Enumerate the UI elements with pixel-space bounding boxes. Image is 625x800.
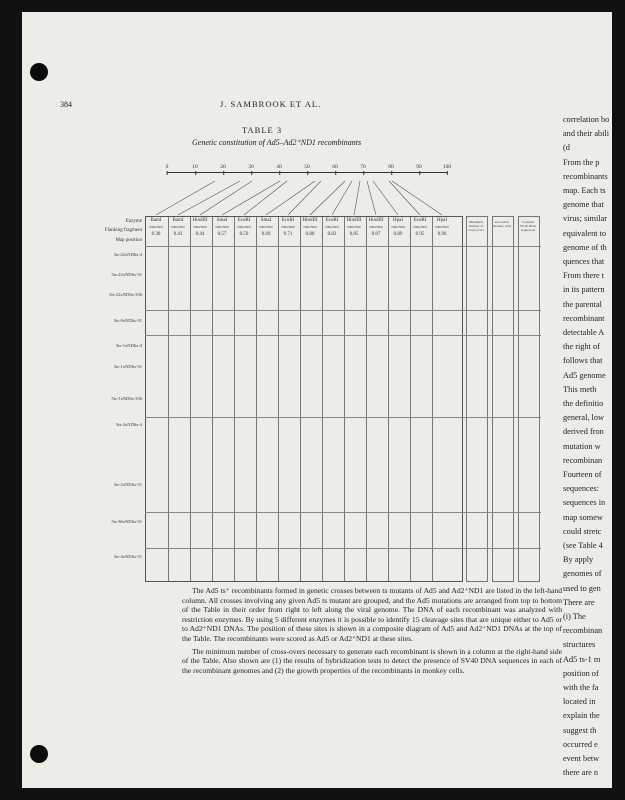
adjacent-text-line: could stretc [563, 526, 602, 536]
sv40-header: Contains SV40 DNA sequences [519, 220, 537, 232]
adjacent-text-line: located in [563, 697, 596, 707]
column-header: HindIII NDI/NDI 0.87 [368, 218, 384, 237]
row-header-fragment: Flanking fragment [104, 228, 142, 233]
caption-paragraph-2: The minimum number of cross-overs necessary to generate each recombinant is shown in a column at the right-hand side of the Table. Also shown are (1) the results of hybridization tests to detect the presence of SV40 DNA sequences in each of the recombinant genomes and (2) the growth properties of the recombinants in monkey cells. [182, 646, 562, 675]
row-label: 5ts-2xNDIts-51 [113, 482, 142, 487]
adjacent-text-line: in its pattern [563, 285, 605, 295]
adjacent-text-line: sequences: [563, 484, 599, 494]
adjacent-text-line: event betw [563, 754, 600, 763]
adjacent-text-line: general, low [563, 413, 605, 423]
row-header-map-position: Map position [115, 238, 142, 243]
adjacent-text-line: correlation bo [563, 115, 610, 124]
column-header: EcoRI NDI/NDI 0.59 [237, 218, 251, 237]
adjacent-text-line: recombinan [563, 626, 603, 636]
row-label: 5ts-1xNDIts-356 [111, 396, 142, 401]
row-label: 5ts-1xNDIts-4 [116, 343, 142, 348]
adjacent-text-line: Fourteen of [563, 470, 602, 479]
adjacent-text-line: the definitio [563, 399, 604, 408]
scale-tick: 80 [388, 164, 394, 170]
adjacent-text-line: map somew [563, 512, 603, 522]
adjacent-text-line: virus; similar [563, 214, 608, 224]
adjacent-text-line: There are [563, 597, 595, 607]
group-divider [145, 512, 541, 513]
adjacent-text-line: recombinan [563, 455, 603, 465]
adjacent-text-line: with the fa [563, 683, 599, 692]
adjacent-text-line: derived fron [563, 427, 604, 437]
adjacent-text-line: Ad5 ts-1 m [563, 654, 601, 664]
scale-tick: 70 [360, 164, 366, 170]
adjacent-text-line: there are n [563, 768, 599, 778]
adjacent-text-line: genome that [563, 200, 604, 210]
adjacent-text-line: (i) The [563, 612, 586, 621]
caption-paragraph-1: The Ad5 ts⁺ recombinants formed in genetic crosses between ts mutants of Ad5 and Ad2⁺ND1 are listed in the left-hand column. All crosses involving any given Ad5 ts mutant are grouped, and the Ad5 mutations are arranged from top to bottom of the Table in their order from right to left along the viral genome. The DNA of each recombinant was analyzed with restriction enzymes. By using 5 different enzymes it is possible to identify 15 cleavage sites that are unique either to Ad5 or to Ad2⁺ND1 DNAs. The position of these sites is shown in a composite diagram of Ad5 and Ad2⁺ND1 DNAs at the top of the Table. The recombinants were scored as Ad5 or Ad2⁺ND1 at these sites. [182, 586, 562, 643]
row-label: 5ts-1xNDIts-51 [113, 364, 142, 369]
adjacent-text-line: follows that [563, 356, 603, 366]
scale-tick: 40 [276, 164, 282, 170]
adjacent-text-line: quences that [563, 257, 605, 266]
adjacent-text-line: Ad5 genome [563, 370, 606, 380]
adjacent-text-line: equivalent to [563, 228, 607, 238]
adjacent-text-line: recombinant [563, 313, 605, 323]
row-header-enzyme: Enzyme [125, 219, 142, 224]
column-header: EcoRI NDI/NDI 0.95 [413, 218, 427, 237]
group-divider [145, 335, 541, 336]
map-connector-lines [145, 180, 465, 216]
column-header: HindIII NDI/NDI 0.44 [192, 218, 208, 237]
adjacent-text-line: genomes of [563, 569, 602, 579]
row-label: 5ts-2xNDIts-4 [116, 422, 142, 427]
adjacent-text-line: the parental [563, 299, 602, 309]
adjacent-text-line: By apply [563, 555, 594, 565]
scale-tick: 60 [332, 164, 338, 170]
adjacent-text-line: (see Table 4 [563, 541, 603, 550]
crossover-column [466, 216, 488, 582]
scale-tick: 0 [165, 164, 169, 170]
adjacent-text-line: (d [563, 143, 570, 153]
adjacent-text-line: the right of [563, 342, 600, 352]
row-label: 5ts-22xNDIts-51 [111, 272, 142, 277]
growth-header: Growth in monkey cells [492, 220, 512, 228]
row-label: 5ts-36xNDIts-51 [111, 519, 142, 524]
table-subtitle: Genetic constitution of Ad5–Ad2⁺ND1 recombinants [192, 138, 362, 147]
adjacent-text-line: mutation w [563, 441, 601, 451]
adjacent-text-line: used to gen [563, 583, 601, 593]
row-label: 5ts-9xNDIts-51 [113, 318, 142, 323]
row-label: 5ts-4xNDIts-51 [113, 554, 142, 559]
column-header: HpaI NDI/NDI 0.89 [391, 218, 405, 237]
column-header: HpaI NDI/NDI 0.96 [435, 218, 449, 237]
adjacent-text-line: sequences in [563, 498, 606, 508]
adjacent-text-line: suggest th [563, 725, 597, 735]
adjacent-text-line: occurred e [563, 739, 598, 749]
punch-hole [30, 745, 48, 763]
column-header: BamI NDI/NDI 0.30 [149, 218, 163, 237]
column-header: SmaI NDI/NDI 0.57 [215, 218, 229, 237]
column-header: BamI NDI/NDI 0.43 [171, 218, 185, 237]
running-head: J. SAMBROOK ET AL. [220, 99, 322, 109]
group-divider [145, 548, 541, 549]
adjacent-text-line: From the p [563, 157, 600, 167]
adjacent-text-line: From there t [563, 271, 605, 281]
scale-tick: 50 [304, 164, 310, 170]
column-header: HindIII NDI/NDI 0.85 [346, 218, 362, 237]
document-page [22, 12, 612, 788]
scale-tick: 90 [416, 164, 422, 170]
scale-tick: 100 [442, 164, 452, 170]
table-caption [182, 586, 562, 678]
recombinant-table [145, 216, 463, 582]
adjacent-text-line: detectable A [563, 328, 605, 337]
group-divider [145, 310, 541, 311]
scale-tick: 20 [220, 164, 226, 170]
scale-tick: 10 [192, 164, 198, 170]
page-number: 384 [60, 100, 72, 109]
punch-hole [30, 63, 48, 81]
header-divider [145, 246, 541, 247]
group-divider [145, 417, 541, 418]
adjacent-text-line: position of [563, 668, 599, 678]
column-header: EcoRI NDI/NDI 0.71 [281, 218, 295, 237]
adjacent-text-line: This meth [563, 384, 597, 394]
sv40-column [518, 216, 540, 582]
column-header: EcoRI NDI/NDI 0.82 [325, 218, 339, 237]
crossover-header: Minimum number of cross-overs [468, 220, 484, 232]
table-title: TABLE 3 [242, 125, 283, 135]
adjacent-text-line: explain the [563, 711, 600, 721]
row-label: 5ts-22xNDIts-4 [113, 252, 142, 257]
adjacent-text-line: recombinants [563, 171, 608, 181]
adjacent-text-line: genome of th [563, 242, 607, 252]
adjacent-text-line: structures [563, 640, 596, 650]
column-header: SmaI NDI/NDI 0.69 [259, 218, 273, 237]
growth-column [492, 216, 514, 582]
adjacent-text-line: and their abili [563, 129, 610, 139]
adjacent-text-line: map. Each ts [563, 186, 606, 195]
column-header: HindIII NDI/NDI 0.80 [302, 218, 318, 237]
scale-tick: 30 [248, 164, 254, 170]
row-label: 5ts-22xNDIts-356 [109, 292, 142, 297]
